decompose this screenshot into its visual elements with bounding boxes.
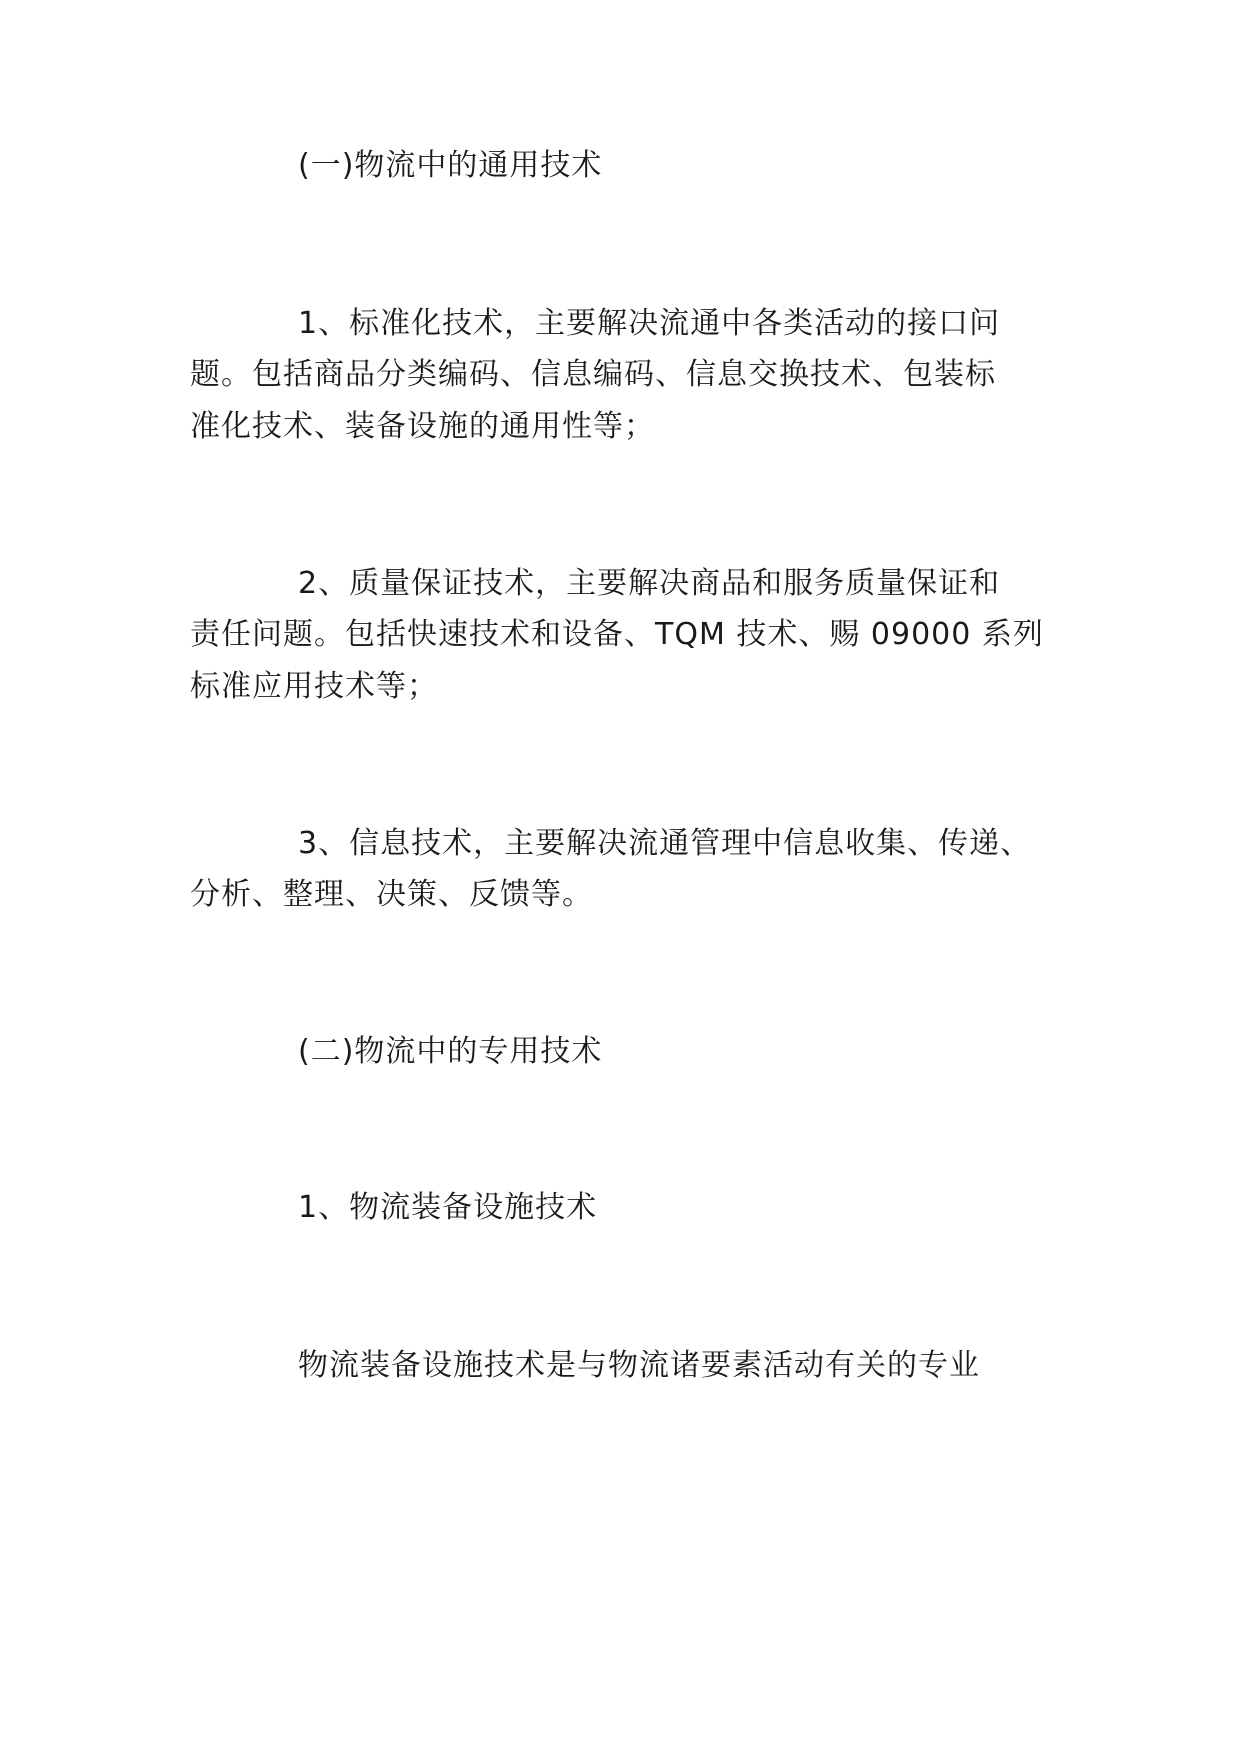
item3-line1: 3、信息技术，主要解决流通管理中信息收集、传递、	[298, 826, 1032, 861]
section-heading-general-tech: (一)物流中的通用技术	[298, 148, 603, 183]
item3-line2: 分析、整理、决策、反馈等。	[190, 877, 593, 912]
item1-line3: 准化技术、装备设施的通用性等；	[190, 409, 655, 444]
paragraph-equipment-tech: 物流装备设施技术是与物流诸要素活动有关的专业	[298, 1348, 980, 1383]
item2-line2: 责任问题。包括快速技术和设备、TQM 技术、赐 09000 系列	[190, 617, 1044, 652]
subheading-equipment-tech: 1、物流装备设施技术	[298, 1190, 598, 1225]
item1-line1: 1、标准化技术，主要解决流通中各类活动的接口问	[298, 306, 1001, 341]
item2-line1: 2、质量保证技术，主要解决商品和服务质量保证和	[298, 566, 1001, 601]
section-heading-special-tech: (二)物流中的专用技术	[298, 1034, 603, 1069]
item2-line3: 标准应用技术等；	[190, 669, 438, 704]
item1-line2: 题。包括商品分类编码、信息编码、信息交换技术、包装标	[190, 357, 996, 392]
